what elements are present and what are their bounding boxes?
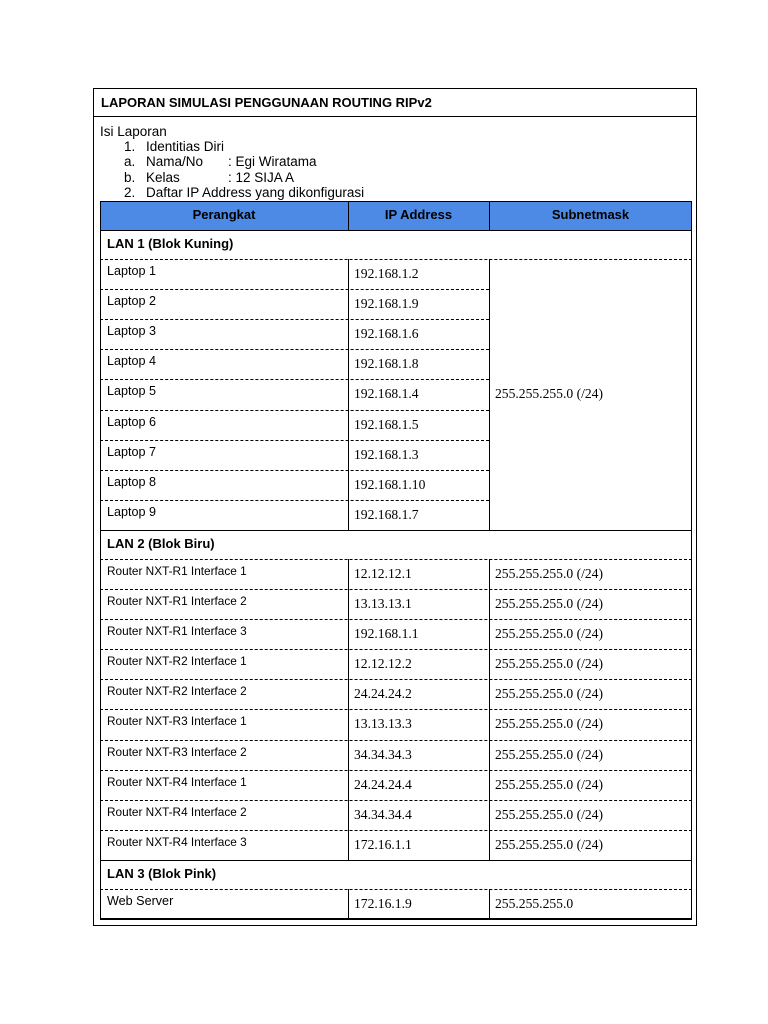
device-cell: Router NXT-R1 Interface 1	[107, 563, 247, 578]
report-intro	[100, 124, 365, 200]
device-cell: Web Server	[107, 893, 174, 908]
intro-item	[100, 154, 317, 170]
device-cell: Laptop 8	[107, 474, 157, 489]
intro-heading: Isi Laporan	[100, 124, 167, 139]
item-text: Nama/No	[146, 154, 204, 170]
section-title: LAN 1 (Blok Kuning)	[107, 236, 234, 251]
device-cell: Router NXT-R1 Interface 2	[107, 594, 247, 608]
ip-cell: 192.168.1.8	[354, 356, 419, 372]
column-divider	[348, 889, 349, 919]
ip-cell: 12.12.12.1	[354, 565, 412, 581]
mask-cell: 255.255.255.0 (/24)	[495, 836, 603, 852]
ip-cell: 172.16.1.9	[354, 895, 412, 911]
mask-cell: 255.255.255.0 (/24)	[495, 746, 603, 762]
ip-cell: 13.13.13.3	[354, 716, 412, 732]
ip-cell: 12.12.12.2	[354, 656, 412, 672]
report-title: LAPORAN SIMULASI PENGGUNAAN ROUTING RIPv2	[101, 95, 432, 110]
section-title: LAN 2 (Blok Biru)	[107, 535, 215, 551]
ip-cell: 172.16.1.1	[354, 836, 412, 852]
device-cell: Router NXT-R4 Interface 1	[107, 774, 247, 789]
section-title: LAN 3 (Blok Pink)	[107, 865, 217, 881]
column-divider	[489, 259, 490, 530]
section-border	[100, 919, 692, 920]
device-cell: Laptop 3	[107, 324, 157, 339]
item-text: Kelas	[146, 169, 180, 185]
ip-address-table	[100, 201, 692, 919]
ip-cell: 192.168.1.10	[354, 476, 426, 492]
device-cell: Laptop 5	[107, 384, 157, 399]
device-cell: Router NXT-R3 Interface 1	[107, 714, 247, 729]
device-cell: Router NXT-R4 Interface 3	[107, 834, 247, 849]
column-header: IP Address	[348, 201, 489, 230]
title-row	[94, 89, 696, 117]
column-header: Perangkat	[100, 201, 348, 230]
device-cell: Router NXT-R4 Interface 2	[107, 804, 247, 819]
ip-cell: 34.34.34.4	[354, 806, 412, 822]
mask-cell: 255.255.255.0 (/24)	[495, 626, 603, 642]
device-cell: Laptop 4	[107, 354, 157, 369]
ip-cell: 192.168.1.1	[354, 626, 419, 642]
column-divider	[489, 559, 490, 860]
mask-cell: 255.255.255.0 (/24)	[495, 776, 603, 792]
ip-cell: 192.168.1.5	[354, 416, 419, 432]
ip-cell: 192.168.1.7	[354, 506, 419, 522]
ip-cell: 34.34.34.3	[354, 746, 412, 762]
mask-cell: 255.255.255.0 (/24)	[495, 806, 603, 822]
ip-cell: 24.24.24.4	[354, 776, 412, 792]
column-header: Subnetmask	[489, 201, 692, 230]
device-cell: Router NXT-R2 Interface 2	[107, 684, 247, 699]
column-divider	[489, 201, 490, 230]
column-divider	[348, 559, 349, 860]
mask-cell: 255.255.255.0 (/24)	[495, 656, 603, 672]
device-cell: Router NXT-R2 Interface 1	[107, 654, 247, 669]
mask-cell: 255.255.255.0	[495, 895, 574, 911]
mask-cell: 255.255.255.0 (/24)	[495, 596, 603, 611]
ip-cell: 192.168.1.6	[354, 326, 419, 342]
ip-cell: 192.168.1.3	[354, 446, 419, 462]
item-marker: a.	[124, 154, 136, 170]
report-page	[93, 88, 697, 926]
column-divider	[489, 889, 490, 919]
device-cell: Router NXT-R3 Interface 2	[107, 744, 247, 759]
intro-item	[100, 184, 365, 200]
device-cell: Laptop 7	[107, 444, 157, 459]
shared-mask-cell: 255.255.255.0 (/24)	[495, 386, 603, 402]
device-cell: Laptop 1	[107, 264, 157, 278]
intro-item	[100, 139, 225, 155]
item-text: Daftar IP Address yang dikonfigurasi	[146, 184, 365, 200]
ip-cell: 192.168.1.4	[354, 386, 419, 402]
device-cell: Laptop 2	[107, 294, 157, 309]
item-marker: 1.	[124, 139, 136, 155]
ip-cell: 13.13.13.1	[354, 596, 412, 611]
item-marker: b.	[124, 169, 136, 185]
column-divider	[348, 201, 349, 230]
item-marker: 2.	[124, 184, 136, 200]
mask-cell: 255.255.255.0 (/24)	[495, 716, 603, 732]
item-value: : Egi Wiratama	[228, 154, 317, 170]
device-cell: Laptop 6	[107, 414, 157, 429]
ip-cell: 24.24.24.2	[354, 686, 412, 702]
mask-cell: 255.255.255.0 (/24)	[495, 686, 603, 702]
intro-item	[100, 169, 295, 185]
device-cell: Router NXT-R1 Interface 3	[107, 624, 247, 639]
ip-cell: 192.168.1.2	[354, 266, 419, 281]
column-divider	[348, 259, 349, 530]
mask-cell: 255.255.255.0 (/24)	[495, 565, 603, 581]
ip-cell: 192.168.1.9	[354, 296, 419, 312]
item-value: : 12 SIJA A	[228, 169, 295, 185]
device-cell: Laptop 9	[107, 504, 157, 519]
item-text: Identitias Diri	[146, 139, 225, 155]
